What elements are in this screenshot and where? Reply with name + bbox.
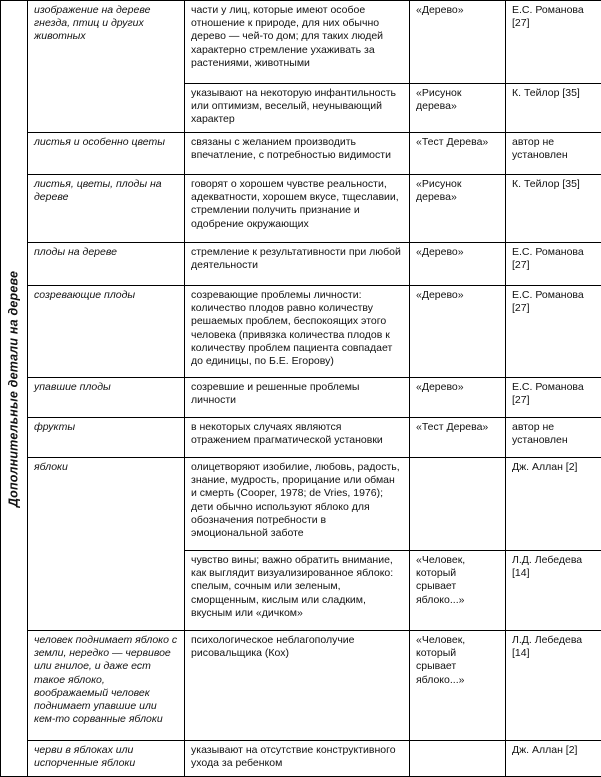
table-row [1,243,601,286]
author-cell: Дж. Аллан [2] [506,741,601,777]
detail-cell: черви в яблоках или испорченные яблоки [28,741,185,777]
meaning-cell: олицетворяют изобилие, любовь, радость, знание, мудрость, прорицание или обман и смерть (Cooper, 1978; de Vries, 1976); дети обычно используют яблоко для обозначения потребности в эмоциональной заботе [185,458,410,551]
table-row [1,1,601,84]
detail-cell: изображение на дереве гнезда, птиц и других животных [28,1,185,133]
author-cell: автор не установлен [506,133,601,175]
meaning-cell: указывают на отсутствие конструктивного ухода за ребенком [185,741,410,777]
author-cell: автор не установлен [506,418,601,458]
meaning-cell: психологическое неблагополучие рисовальщика (Кох) [185,631,410,741]
test-cell: «Дерево» [410,1,506,84]
test-cell: «Рисунок дерева» [410,84,506,133]
meaning-cell: созревающие проблемы личности: количество плодов равно количеству решаемых проблем, беспокоящих этого человека (привязка количества плодов к количеству проблем пациента совпадает до единицы, по Б.Е. Егорову) [185,286,410,378]
meaning-cell: стремление к результативности при любой деятельности [185,243,410,286]
table-row [1,175,601,243]
author-cell: К. Тейлор [35] [506,84,601,133]
test-cell: «Рисунок дерева» [410,175,506,243]
detail-cell: созревающие плоды [28,286,185,378]
detail-cell: листья, цветы, плоды на дереве [28,175,185,243]
author-cell: Е.С. Романова [27] [506,286,601,378]
author-cell: Дж. Аллан [2] [506,458,601,551]
test-cell: «Дерево» [410,286,506,378]
author-cell: Е.С. Романова [27] [506,378,601,418]
author-cell: Л.Д. Лебедева [14] [506,551,601,631]
test-cell: «Тест Дерева» [410,418,506,458]
table-row [1,286,601,378]
meaning-cell: связаны с желанием производить впечатление, с потребностью видимости [185,133,410,175]
detail-cell: человек поднимает яблоко с земли, нередко — червивое или гнилое, и даже ест такое яблоко, воображаемый человек поднимает упавшие или кем-то сорванные яблоки [28,631,185,741]
test-cell: «Человек, который срывает яблоко...» [410,631,506,741]
author-cell: Л.Д. Лебедева [14] [506,631,601,741]
table-row [1,378,601,418]
meaning-cell: части у лиц, которые имеют особое отношение к природе, для них обычно дерево — чей-то дом; для таких людей характерно стремление ухаживать за растениями, животными [185,1,410,84]
table-row [1,741,601,777]
test-cell [410,741,506,777]
detail-cell: яблоки [28,458,185,631]
test-cell [410,458,506,551]
detail-cell: листья и особенно цветы [28,133,185,175]
detail-cell: упавшие плоды [28,378,185,418]
test-cell: «Тест Дерева» [410,133,506,175]
meaning-cell: созревшие и решенные проблемы личности [185,378,410,418]
test-cell: «Дерево» [410,378,506,418]
test-cell: «Дерево» [410,243,506,286]
table-row [1,418,601,458]
author-cell: Е.С. Романова [27] [506,243,601,286]
meaning-cell: указывают на некоторую инфантильность или оптимизм, веселый, неунывающий характер [185,84,410,133]
meaning-cell: в некоторых случаях являются отражением прагматической установки [185,418,410,458]
author-cell: Е.С. Романова [27] [506,1,601,84]
meaning-cell: говорят о хорошем чувстве реальности, адекватности, хорошем вкусе, тщеславии, стремлении получить признание и одобрение окружающих [185,175,410,243]
author-cell: К. Тейлор [35] [506,175,601,243]
table-row [1,133,601,175]
meaning-cell: чувство вины; важно обратить внимание, как выглядит визуализированное яблоко: спелым, сочным или зеленым, сморщенным, кислым или сладким, вкусным или «дичком» [185,551,410,631]
detail-cell: плоды на дереве [28,243,185,286]
test-cell: «Человек, который срывает яблоко...» [410,551,506,631]
category-side-label: Дополнительные детали на дереве [6,270,21,507]
category-side-cell [1,1,28,777]
table-row [1,458,601,551]
table-row [1,631,601,741]
detail-cell: фрукты [28,418,185,458]
